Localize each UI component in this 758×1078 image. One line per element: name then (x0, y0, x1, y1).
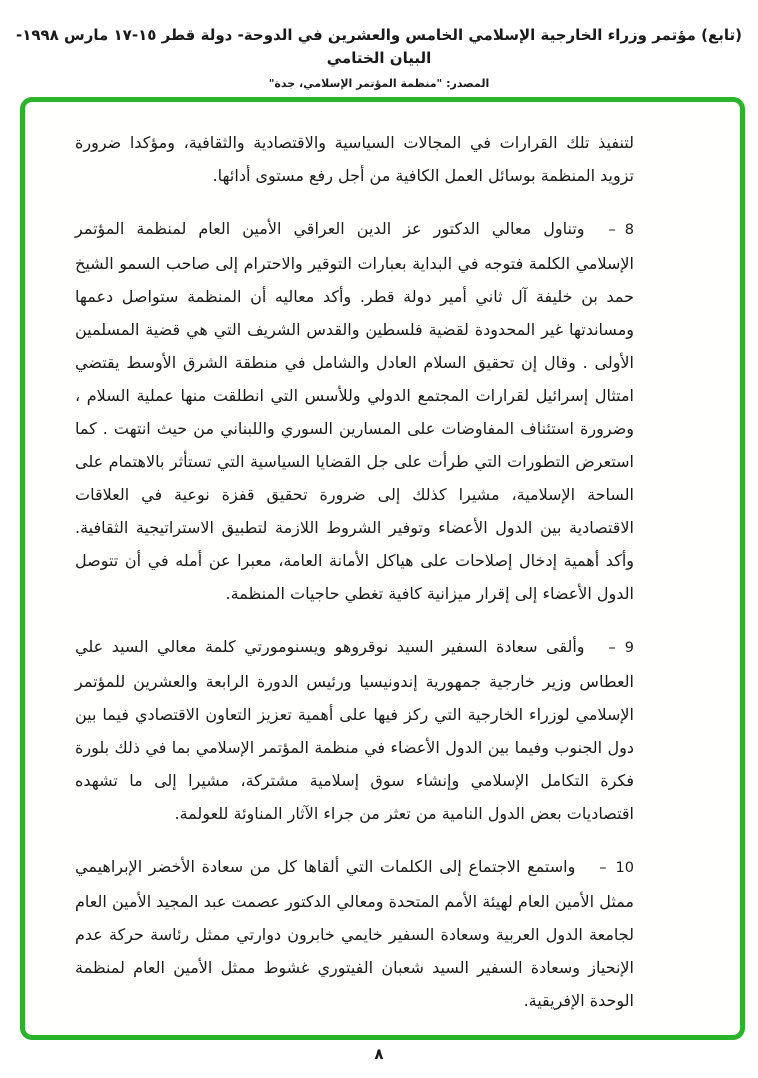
paragraph-item-11 (75, 1037, 634, 1040)
item-number: 8 (624, 222, 634, 238)
page-header (0, 0, 758, 90)
paragraph-item-10 (75, 850, 634, 1017)
item-marker-11 (599, 1039, 634, 1040)
item-dash: – (608, 640, 616, 656)
document-source: المصدر: "منظمة المؤتمر الإسلامي، جدة" (268, 77, 490, 90)
page-footer (0, 1045, 758, 1063)
item-marker-8 (609, 214, 634, 247)
paragraph-item-9 (75, 630, 634, 830)
paragraph-intro: لتنفيذ تلك القرارات في المجالات السياسية والاقتصادية والثقافية، ومؤكدا ضرورة تزويد المنظمة بوسائل العمل الكافية من أجل رفع مستوى أدائها. (75, 133, 634, 185)
item-number: 10 (615, 860, 634, 876)
item-text: وتناول معالي الدكتور عز الدين العراقي الأمين العام لمنظمة المؤتمر الإسلامي الكلمة فتوجه في البداية بعبارات التوقير والاحترام إلى صاحب السمو الشيخ حمد بن خليفة آل ثاني أمير دولة قطر. وأكد معاليه أن المنظمة ستواصل دعمها ومساندتها غير المحدودة لقضية فلسطين والقدس الشريف التي هي قضية المسلمين الأولى . وقال إن تحقيق السلام العادل والشامل في منطقة الشرق الأوسط يقتضي امتثال إسرائيل لقرارات المجتمع الدولي وللأسس التي انطلقت منها عملية السلام ، وضرورة استئناف المفاوضات على المسارين السوري واللبناني من حيث انتهت . كما استعرض التطورات التي طرأت على جل القضايا السياسية التي تستأثر بالاهتمام على الساحة الإسلامية، مشيرا كذلك إلى ضرورة تحقيق قفزة نوعية في العلاقات الاقتصادية بين الدول الأعضاء وتوفير الشروط اللازمة لتطبيق الاستراتيجية الثقافية. وأكد أهمية إدخال إصلاحات على هياكل الأمانة العامة، معبرا عن أمله في أن تتوصل الدول الأعضاء إلى إقرار ميزانية كافية تغطي حاجيات المنظمة. (75, 219, 634, 603)
item-marker-9 (609, 632, 634, 665)
item-dash: – (599, 860, 607, 876)
item-number: 9 (624, 640, 634, 656)
paragraph-item-8 (75, 212, 634, 610)
content-frame (20, 97, 745, 1040)
item-text: وألقى سعادة السفير السيد نوقروهو ويسنومورتي كلمة معالي السيد علي العطاس وزير خارجية جمهورية إندونيسيا ورئيس الدورة الرابعة والعشرين للمؤتمر الإسلامي لوزراء الخارجية التي ركز فيها على أهمية تعزيز التعاون الاقتصادي فيما بين دول الجنوب وفيما بين الدول الأعضاء في منظمة المؤتمر الإسلامي بما في ذلك بلورة فكرة التكامل الإسلامي وإنشاء سوق إسلامية مشتركة، مشيرا إلى ما تشهده اقتصاديات بعض الدول النامية من تعثر من جراء الآثار المناوئة للعولمة. (75, 637, 634, 823)
page-number: ٨ (374, 1045, 384, 1063)
document-title: (تابع) مؤتمر وزراء الخارجية الإسلامي الخامس والعشرين في الدوحة- دولة قطر ١٥-١٧ مارس ١٩٩٨- البيان الختامي (15, 26, 743, 67)
item-text: واستمع الاجتماع إلى الكلمات التي ألقاها كل من سعادة الأخضر الإبراهيمي ممثل الأمين العام لهيئة الأمم المتحدة ومعالي الدكتور عصمت عبد المجيد الأمين العام لجامعة الدول العربية وسعادة السفير خايمي خابرون دوارتي ممثل رئاسة حركة عدم الإنحياز وسعادة السفير السيد شعبان الفيتوري غشوط ممثل الأمين العام لمنظمة الوحدة الإفريقية. (75, 857, 634, 1010)
item-dash: – (608, 222, 616, 238)
item-marker-10 (599, 852, 634, 885)
item-number (616, 1039, 634, 1040)
item-dash (599, 1039, 606, 1040)
document-body (25, 102, 740, 1040)
